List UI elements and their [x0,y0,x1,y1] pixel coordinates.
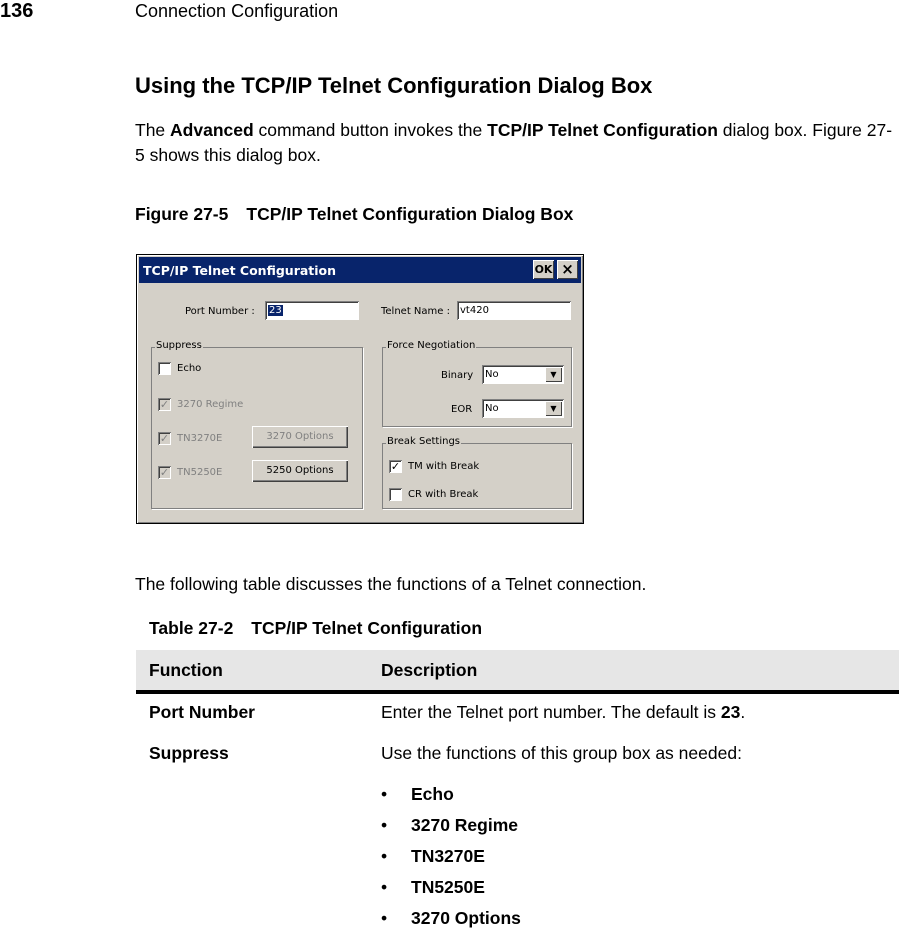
page-number: 136 [0,0,34,22]
tn5250e-label: TN5250E [177,467,223,478]
3270-options-button[interactable]: 3270 Options [252,426,348,448]
port-number-label: Port Number : [185,306,255,317]
eor-label: EOR [451,404,473,415]
port-number-input[interactable]: 23 [265,301,359,320]
list-item: • Echo [381,784,454,804]
col-description-header: Description [381,660,478,680]
body-text: The following table discusses the functions of a Telnet connection. [135,574,647,594]
list-item: • TN3270E [381,846,485,866]
break-settings-group [382,436,572,509]
list-item: • 3270 Options [381,908,521,928]
running-title: Connection Configuration [135,1,339,21]
row-function: Port Number [149,702,255,722]
tm-break-checkbox[interactable]: ✓ [390,460,401,473]
ok-button[interactable]: OK [533,260,554,279]
list-item: • 3270 Regime [381,815,519,835]
echo-checkbox[interactable] [158,362,171,375]
chevron-down-icon[interactable]: ▼ [545,367,562,382]
list-item: • TN5250E [381,877,485,897]
telnet-name-label: Telnet Name : [381,306,450,317]
force-negotiation-group [382,340,572,427]
5250-options-button[interactable]: 5250 Options [252,460,348,482]
force-legend: Force Negotiation [387,340,476,351]
row-function: Suppress [149,743,229,763]
regime3270-checkbox[interactable]: ✓ [159,398,170,411]
tn3270e-label: TN3270E [177,433,223,444]
table-caption: Table 27-2 TCP/IP Telnet Configuration [149,618,483,638]
table-header [136,650,899,694]
tm-break-label: TM with Break [408,461,480,472]
row-description: Use the functions of this group box as needed: [381,743,742,763]
tn3270e-checkbox[interactable]: ✓ [159,432,170,445]
binary-label: Binary [441,370,474,381]
figure-caption: Figure 27-5 TCP/IP Telnet Configuration Dialog Box [135,204,574,224]
chevron-down-icon[interactable]: ▼ [545,401,562,416]
tn5250e-checkbox[interactable]: ✓ [159,466,170,479]
telnet-name-input[interactable]: vt420 [457,301,571,320]
intro-paragraph: The Advanced command button invokes the TCP/IP Telnet Configuration dialog box. Figure 27-5 shows this dialog box. [135,120,893,165]
suppress-group [151,340,363,509]
dialog-title: TCP/IP Telnet Configuration [143,263,337,278]
col-function-header: Function [149,660,223,680]
telnet-config-dialog [136,254,584,524]
binary-select[interactable]: No ▼ [482,365,564,384]
row-description: Enter the Telnet port number. The default is 23. [381,702,746,722]
echo-label: Echo [177,363,202,374]
break-legend: Break Settings [387,436,461,447]
close-icon[interactable]: × [557,260,578,279]
suppress-legend: Suppress [156,340,202,351]
eor-select[interactable]: No ▼ [482,399,564,418]
cr-break-label: CR with Break [408,489,479,500]
section-title: Using the TCP/IP Telnet Configuration Dialog Box [135,73,653,98]
cr-break-checkbox[interactable] [389,488,402,501]
dialog-titlebar [139,257,581,283]
regime3270-label: 3270 Regime [177,399,244,410]
